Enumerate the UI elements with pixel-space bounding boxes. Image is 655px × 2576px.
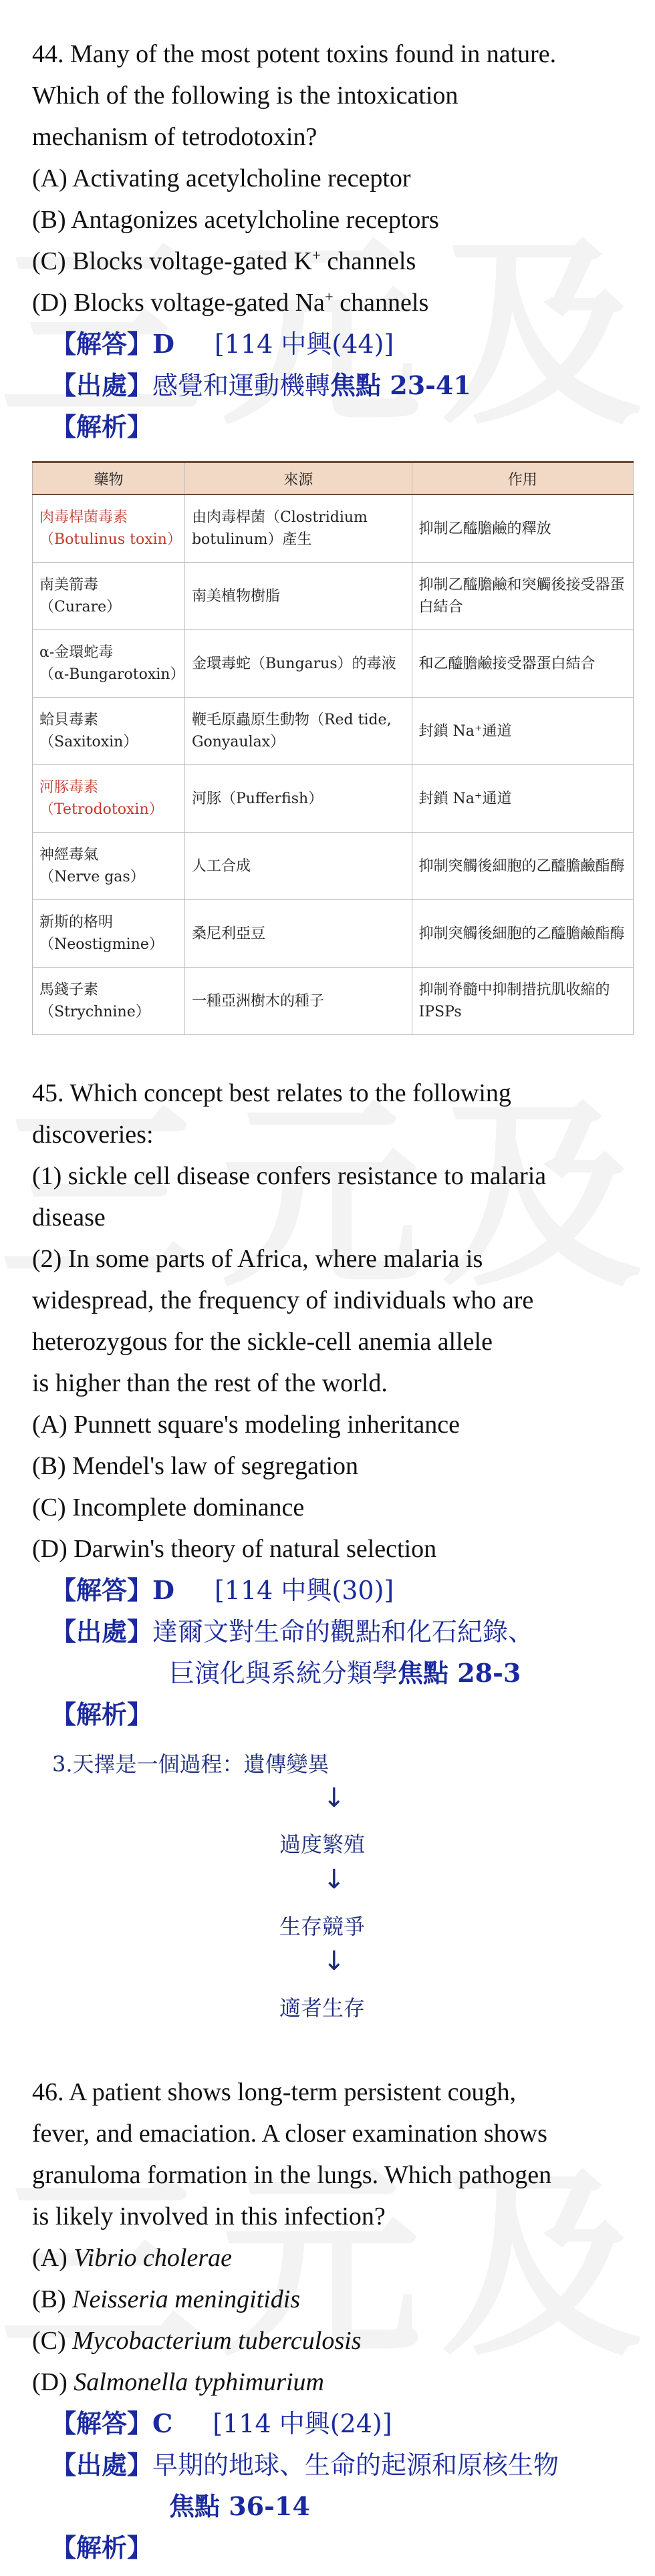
drug-name: 蛤貝毒素 bbox=[39, 712, 99, 728]
drug-name: 肉毒桿菌毒素 bbox=[39, 509, 128, 526]
drug-cell bbox=[33, 563, 185, 630]
table-header: 來源 bbox=[184, 462, 412, 495]
option-a: (A) Vibrio cholerae bbox=[32, 2244, 233, 2272]
question-line: mechanism of tetrodotoxin? bbox=[32, 123, 317, 151]
option-b: (B) Neisseria meningitidis bbox=[32, 2285, 301, 2313]
action-cell: 抑制脊髓中抑制措抗肌收縮的 IPSPs bbox=[412, 968, 633, 1035]
source-cell: 河豚（Pufferfish） bbox=[184, 765, 412, 833]
drug-name: 南美箭毒 bbox=[39, 577, 99, 593]
option-b: (B) Mendel's law of segregation bbox=[32, 1452, 359, 1480]
table-row bbox=[33, 630, 634, 698]
source-cell: 金環毒蛇（Bungarus）的毒液 bbox=[184, 630, 412, 698]
option-a: (A) Activating acetylcholine receptor bbox=[32, 164, 411, 192]
table-row bbox=[33, 968, 634, 1035]
table-row bbox=[33, 563, 634, 630]
option-a: (A) Punnett square's modeling inheritance bbox=[32, 1411, 461, 1439]
drug-name: 河豚毒素 bbox=[39, 779, 99, 796]
question-line: discoveries: bbox=[32, 1121, 154, 1149]
answer-line: 【解答】D [114 中興(30)] bbox=[51, 1575, 394, 1605]
question-line: granuloma formation in the lungs. Which pathogen bbox=[32, 2161, 552, 2189]
drug-cell bbox=[33, 968, 185, 1035]
table-header: 藥物 bbox=[33, 462, 185, 495]
down-arrow-icon: ↓ bbox=[323, 1864, 346, 1895]
action-cell: 抑制乙醯膽鹼和突觸後接受器蛋白結合 bbox=[412, 563, 633, 630]
flow-step-1: 3.天擇是一個過程：遺傳變異 bbox=[52, 1751, 330, 1777]
option-d: (D) Darwin's theory of natural selection bbox=[32, 1535, 437, 1563]
action-cell: 封鎖 Na⁺通道 bbox=[412, 698, 633, 765]
question-line: (1) sickle cell disease confers resistance to malaria bbox=[32, 1162, 547, 1190]
analysis-label: 【解析】 bbox=[51, 2533, 153, 2563]
source-cell: 南美植物樹脂 bbox=[184, 563, 412, 630]
drug-name: 新斯的格明 bbox=[39, 914, 114, 931]
drug-name-en: （α-Bungarotoxin） bbox=[39, 666, 185, 683]
question-46 bbox=[32, 2071, 634, 2569]
answer-value: C bbox=[152, 2408, 173, 2438]
drug-name-en: （Botulinus toxin） bbox=[39, 531, 182, 548]
source-cell: 鞭毛原蟲原生動物（Red tide, Gonyaulax） bbox=[184, 698, 412, 765]
drug-cell bbox=[33, 900, 185, 968]
down-arrow-icon: ↓ bbox=[323, 1783, 346, 1814]
source-line: 【出處】感覺和運動機轉焦點 23-41 bbox=[51, 370, 471, 400]
drug-name-en: （Strychnine） bbox=[39, 1004, 150, 1020]
source-line: 【出處】達爾文對生命的觀點和化石紀錄、 bbox=[51, 1616, 534, 1647]
option-c: (C) Mycobacterium tuberculosis bbox=[32, 2327, 362, 2355]
table-header: 作用 bbox=[412, 462, 633, 495]
table-row bbox=[33, 494, 634, 563]
drug-cell bbox=[33, 630, 185, 698]
source-cell: 桑尼利亞豆 bbox=[184, 900, 412, 968]
action-cell: 抑制乙醯膽鹼的釋放 bbox=[412, 494, 633, 563]
drug-name-en: （Curare） bbox=[39, 599, 122, 615]
drug-name: 馬錢子素 bbox=[39, 982, 99, 998]
down-arrow-icon: ↓ bbox=[323, 1946, 346, 1977]
answer-line: 【解答】C [114 中興(24)] bbox=[51, 2408, 392, 2438]
drug-cell bbox=[33, 833, 185, 900]
answer-value: D bbox=[152, 329, 174, 359]
drug-name-en: （Tetrodotoxin） bbox=[39, 801, 164, 818]
answer-ref: [114 中興(30)] bbox=[214, 1576, 394, 1605]
source-cell: 由肉毒桿菌（Clostridium botulinum）產生 bbox=[184, 494, 412, 563]
analysis-label: 【解析】 bbox=[51, 1699, 153, 1729]
drug-name-en: （Neostigmine） bbox=[39, 936, 164, 953]
question-line: 46. A patient shows long-term persistent cough, bbox=[32, 2078, 517, 2106]
source-line: 【出處】早期的地球、生命的起源和原核生物 bbox=[51, 2450, 559, 2480]
question-44 bbox=[32, 33, 634, 448]
flow-step-2: 過度繁殖 bbox=[279, 1832, 366, 1857]
question-line: 44. Many of the most potent toxins found in nature. bbox=[32, 40, 557, 68]
question-line: fever, and emaciation. A closer examination shows bbox=[32, 2120, 547, 2148]
question-line: 45. Which concept best relates to the following bbox=[32, 1079, 511, 1107]
option-d: (D) Blocks voltage-gated Na+ channels bbox=[32, 288, 429, 317]
drug-cell bbox=[33, 494, 185, 563]
analysis-label: 【解析】 bbox=[51, 412, 153, 442]
drug-name-en: （Nerve gas） bbox=[39, 869, 145, 885]
table-row bbox=[33, 698, 634, 765]
drug-name-en: （Saxitoxin） bbox=[39, 734, 138, 750]
question-line: is higher than the rest of the world. bbox=[32, 1369, 388, 1397]
option-d: (D) Salmonella typhimurium bbox=[32, 2368, 324, 2396]
question-line: (2) In some parts of Africa, where malaria is bbox=[32, 1245, 483, 1273]
flow-step-4: 適者生存 bbox=[279, 1995, 366, 2021]
source-cell: 一種亞洲樹木的種子 bbox=[184, 968, 412, 1035]
action-cell: 抑制突觸後細胞的乙醯膽鹼酯酶 bbox=[412, 900, 633, 968]
drug-name: α-金環蛇毒 bbox=[39, 644, 114, 661]
action-cell: 和乙醯膽鹼接受器蛋白結合 bbox=[412, 630, 633, 698]
answer-value: D bbox=[152, 1575, 174, 1605]
answer-ref: [114 中興(44)] bbox=[214, 329, 394, 359]
drug-cell bbox=[33, 765, 185, 833]
table-row bbox=[33, 900, 634, 968]
question-line: Which of the following is the intoxication bbox=[32, 82, 458, 110]
flow-step-3: 生存競爭 bbox=[279, 1914, 366, 1939]
source-cell: 人工合成 bbox=[184, 833, 412, 900]
source-line-2: 焦點 36-14 bbox=[169, 2491, 310, 2521]
option-c: (C) Incomplete dominance bbox=[32, 1493, 305, 1522]
question-45 bbox=[32, 1072, 634, 1735]
action-cell: 封鎖 Na⁺通道 bbox=[412, 765, 633, 833]
answer-ref: [114 中興(24)] bbox=[213, 2409, 392, 2438]
table-header-row bbox=[33, 462, 634, 495]
answer-line: 【解答】D [114 中興(44)] bbox=[51, 329, 394, 359]
question-line: heterozygous for the sickle-cell anemia allele bbox=[32, 1328, 493, 1356]
toxin-table bbox=[32, 461, 634, 1035]
question-line: disease bbox=[32, 1203, 106, 1232]
table-row bbox=[33, 765, 634, 833]
question-line: widespread, the frequency of individuals who are bbox=[32, 1286, 534, 1314]
drug-cell bbox=[33, 698, 185, 765]
drug-name: 神經毒氣 bbox=[39, 847, 99, 863]
option-c: (C) Blocks voltage-gated K+ channels bbox=[32, 247, 416, 275]
table-row bbox=[33, 833, 634, 900]
question-line: is likely involved in this infection? bbox=[32, 2202, 386, 2231]
source-line-2: 巨演化與系統分類學焦點 28-3 bbox=[169, 1658, 521, 1688]
option-b: (B) Antagonizes acetylcholine receptors bbox=[32, 206, 439, 234]
action-cell: 抑制突觸後細胞的乙醯膽鹼酯酶 bbox=[412, 833, 633, 900]
